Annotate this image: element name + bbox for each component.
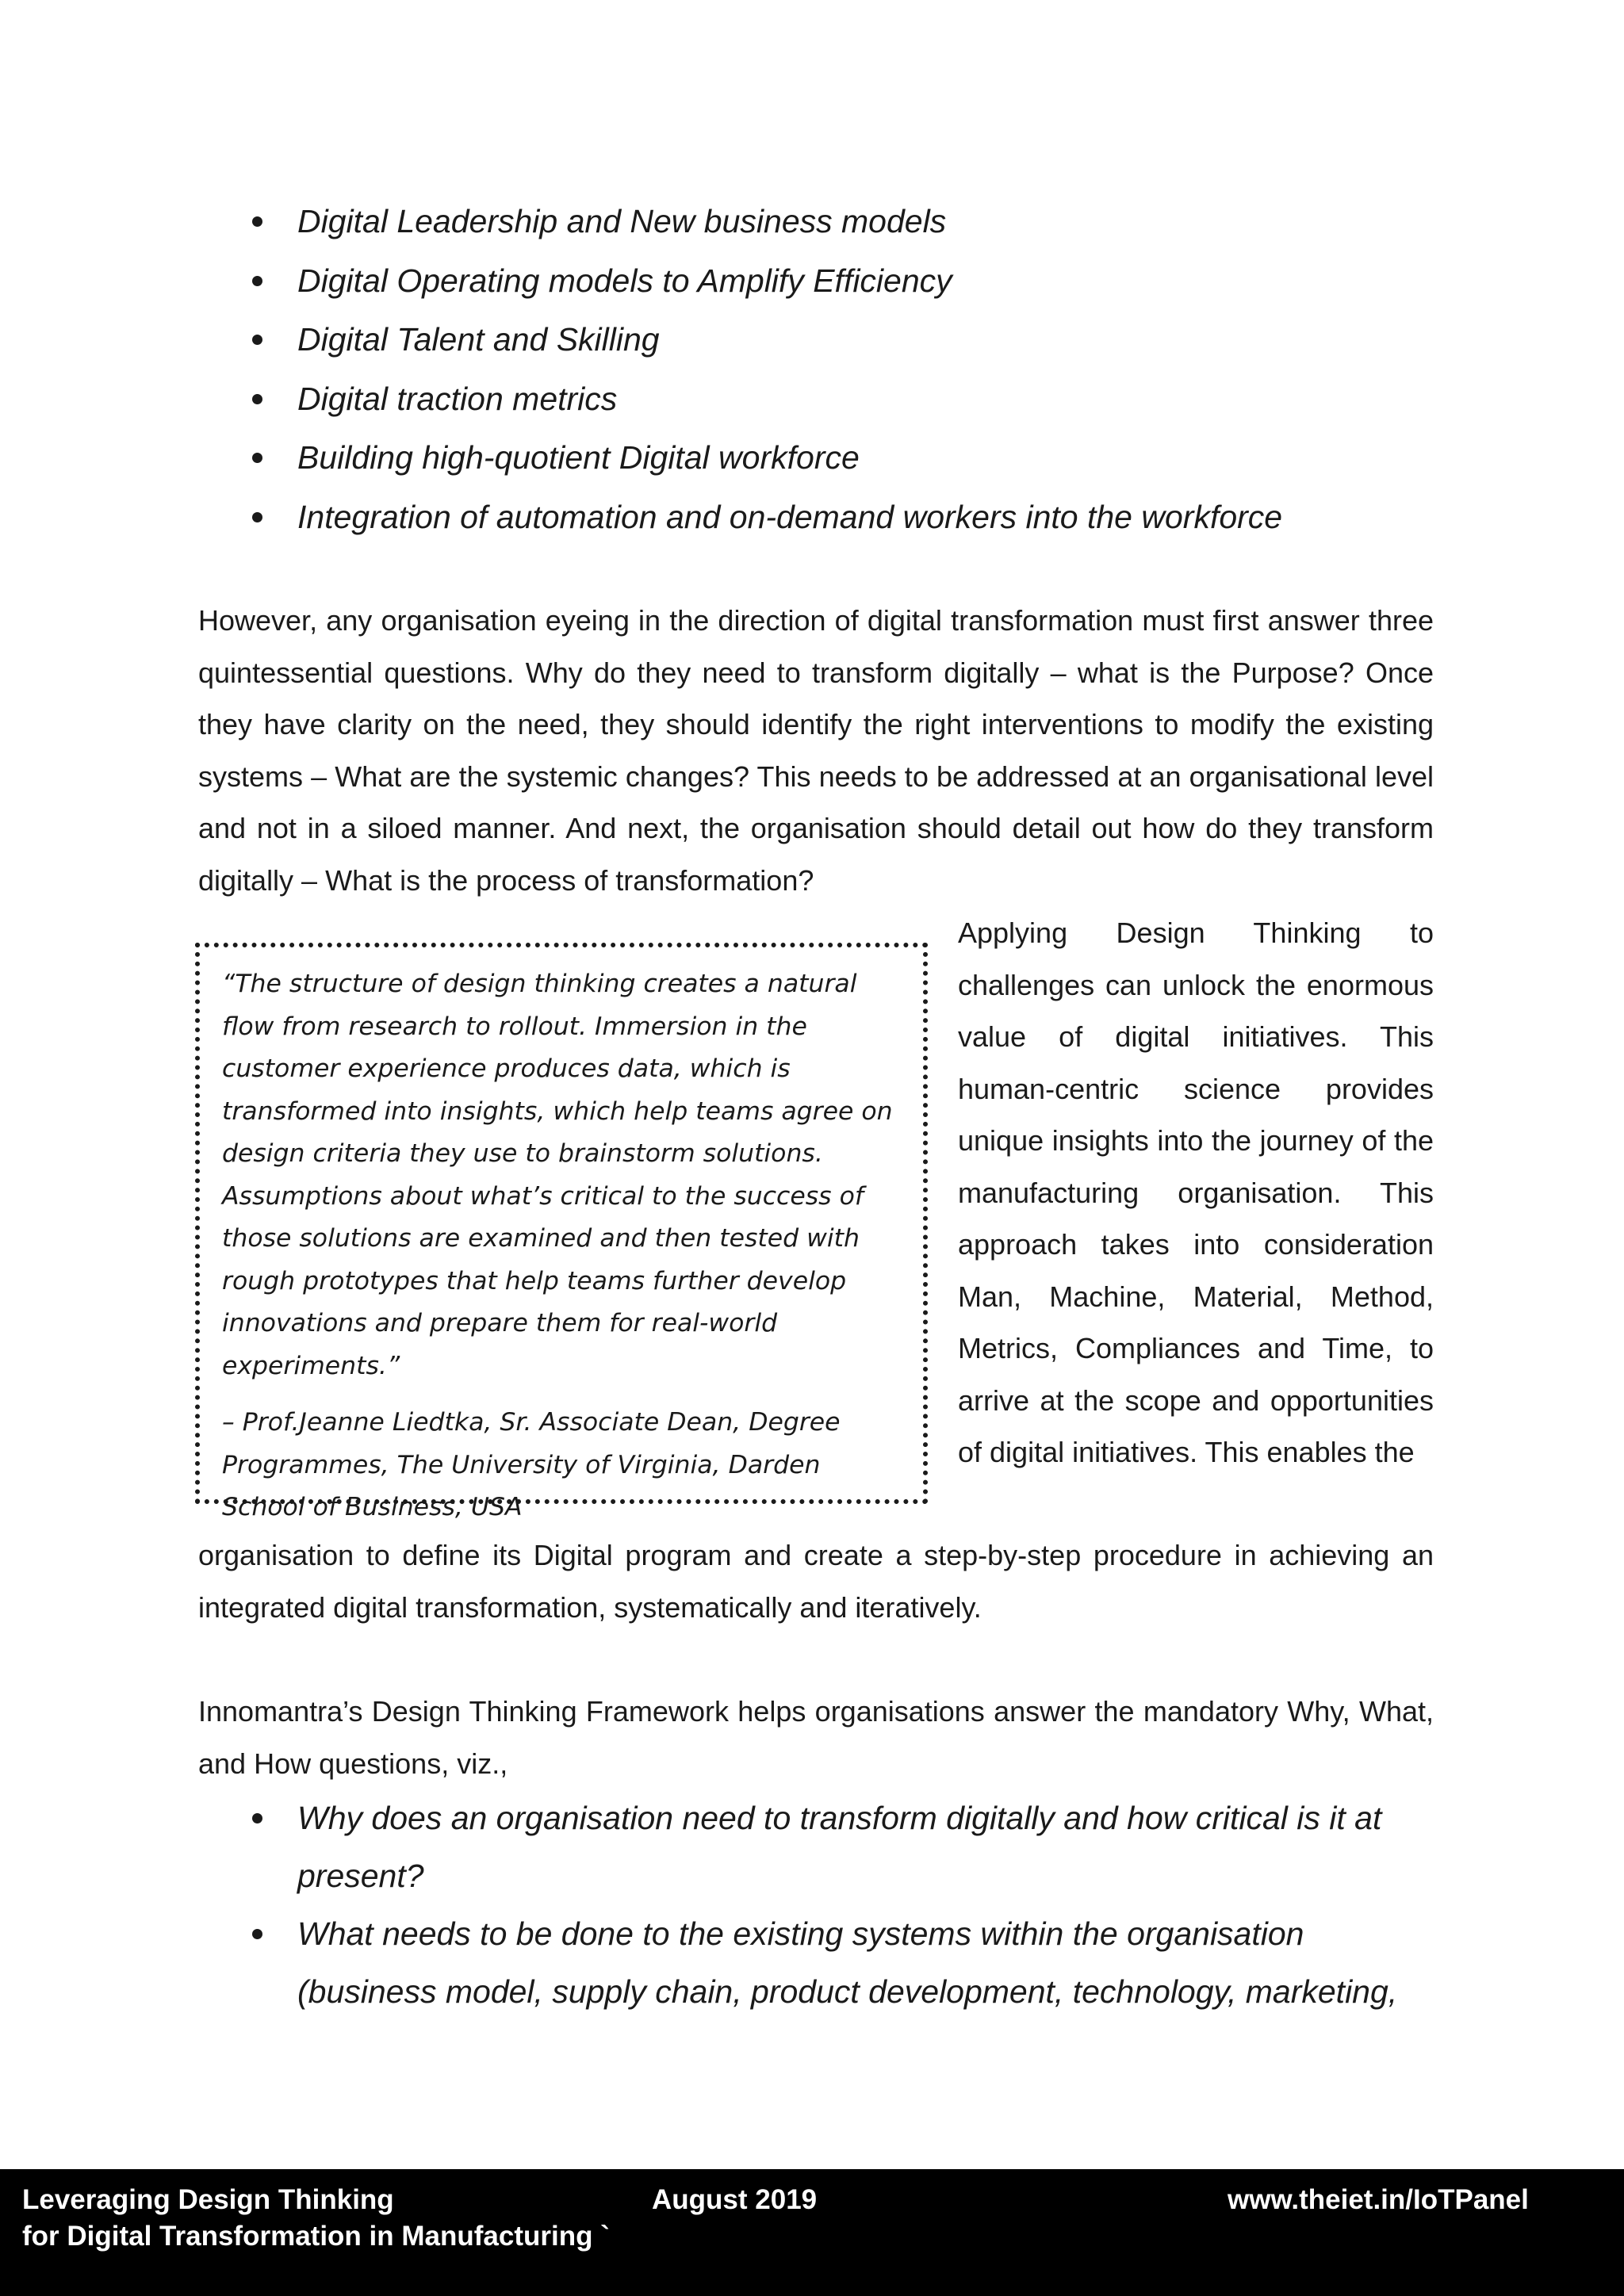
paragraph-transformation-questions: However, any organisation eyeing in the direction of digital transformation must first answer three quintessential questions. Why do they need to transform digitally – what is the Purpose? Once they have clarity on the need, they should identify the right interventions to modify the existing systems – What are the systemic changes? This needs to be addressed at an organisational level and not in a siloed manner. And next, the organisation should detail out how do they transform digitally – What is the process of transformation? (198, 604, 1434, 897)
paragraph-framework-intro: Innomantra’s Design Thinking Framework helps organisations answer the mandatory Why, What, and How questions, viz., (198, 1695, 1434, 1780)
footer-date: August 2019 (652, 2184, 818, 2215)
page-footer (0, 2169, 1624, 2296)
footer-title-line-2: for Digital Transformation in Manufacturing ` (22, 2221, 610, 2252)
bullet-item: Why does an organisation need to transform digitally and how critical is it at present? (198, 1789, 1435, 1905)
bullet-item: Digital Leadership and New business models (198, 192, 1435, 251)
bullet-item: Digital Talent and Skilling (198, 310, 1435, 369)
bullet-item: Integration of automation and on-demand workers into the workforce (198, 488, 1435, 547)
bottom-bullet-list (198, 1789, 1435, 2021)
paragraph-design-thinking-side: Applying Design Thinking to challenges can unlock the enormous value of digital initiatives. This human-centric science provides unique insights into the journey of the manufacturing organisation. This approach takes into consideration Man, Machine, Material, Method, Metrics, Compliances and Time, to arrive at the scope and opportunities of digital initiatives. This enables the (958, 916, 1434, 1468)
bullet-item: Digital traction metrics (198, 369, 1435, 429)
footer-title-line-1: Leveraging Design Thinking (22, 2184, 394, 2215)
quote-text: “The structure of design thinking creates a natural flow from research to rollout. Immersion in the customer experience produces data, which is transformed into insights, which help teams agree on design criteria they use to brainstorm solutions. Assumptions about what’s critical to the success of those solutions are examined and then tested with rough prototypes that help teams further develop innovations and prepare them for real-world experiments.” (222, 970, 893, 1380)
bullet-item: Building high-quotient Digital workforce (198, 428, 1435, 488)
quote-box (195, 943, 928, 1521)
paragraph-design-thinking-continued: organisation to define its Digital program and create a step-by-step procedure in achieving an integrated digital transformation, systematically and iteratively. (198, 1539, 1434, 1624)
bullet-item: Digital Operating models to Amplify Efficiency (198, 251, 1435, 311)
footer-title (22, 2182, 610, 2255)
footer-url: www.theiet.in/IoTPanel (1228, 2184, 1529, 2215)
top-bullet-list (198, 192, 1435, 546)
bullet-item: What needs to be done to the existing systems within the organisation (business model, supply chain, product development, technology, marketing, (198, 1905, 1435, 2021)
quote-attribution: – Prof.Jeanne Liedtka, Sr. Associate Dean, Degree Programmes, The University of Virginia, Darden School of Business, USA (222, 1408, 841, 1521)
